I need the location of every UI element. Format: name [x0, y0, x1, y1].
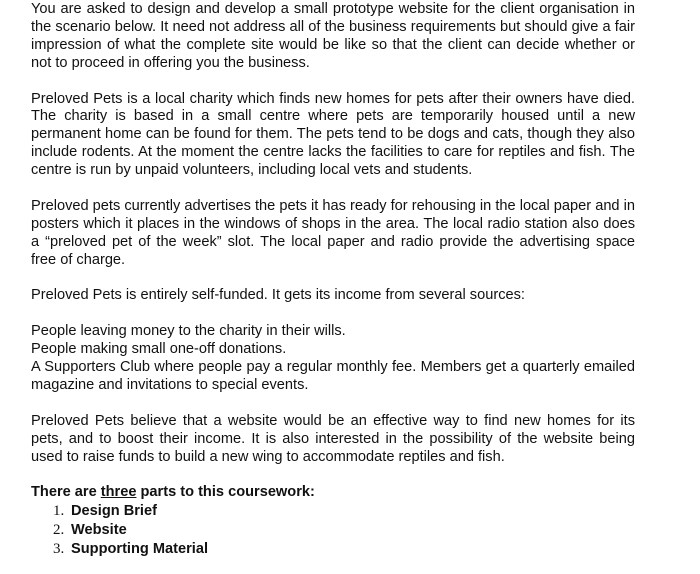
coursework-parts-list [31, 502, 635, 559]
advertising-paragraph: Preloved pets currently advertises the pets it has ready for rehousing in the local paper and in posters which it places in the windows of shops in the area. The local radio station also does a “preloved pet of the week” slot. The local paper and radio provide the advertising space free of charge. [31, 197, 635, 268]
parts-heading-after: parts to this coursework: [136, 484, 315, 501]
website-goal-paragraph: Preloved Pets believe that a website would be an effective way to find new homes for its pets, and to boost their income. It is also interested in the possibility of the website being used to raise funds to build a new wing to accommodate reptiles and fish. [31, 412, 635, 465]
part-label: Design Brief [71, 503, 157, 520]
income-sources-list [31, 323, 635, 395]
parts-heading [31, 484, 635, 502]
part-item-supporting-material [31, 540, 635, 559]
parts-heading-before: There are [31, 484, 101, 501]
part-item-design-brief [31, 502, 635, 521]
part-label: Supporting Material [71, 541, 209, 558]
part-number: 3. [53, 541, 65, 558]
income-source-item: People leaving money to the charity in their wills. [31, 323, 346, 340]
intro-paragraph: You are asked to design and develop a small prototype website for the client organisation in the scenario below. It need not address all of the business requirements but should give a fair impression of what the complete site would be like so that the client can decide whether or not to proceed in offering you the business. [31, 1, 635, 71]
part-label: Website [71, 522, 127, 539]
part-number: 2. [53, 522, 65, 539]
income-source-item: People making small one-off donations. [31, 341, 287, 358]
part-number: 1. [53, 503, 65, 520]
income-source-item: A Supporters Club where people pay a regular monthly fee. Members get a quarterly emailed magazine and invitations to special events. [31, 359, 635, 393]
part-item-website [31, 521, 635, 540]
funding-paragraph: Preloved Pets is entirely self-funded. It gets its income from several sources: [31, 287, 525, 304]
charity-description-paragraph: Preloved Pets is a local charity which finds new homes for pets after their owners have died. The charity is based in a small centre where pets are temporarily housed until a new permanent home can be found for them. The pets tend to be dogs and cats, though they also include rodents. At the moment the centre lacks the facilities to care for reptiles and fish. The centre is run by unpaid volunteers, including local vets and students. [31, 90, 635, 179]
coursework-document [31, 1, 635, 559]
parts-heading-underlined: three [100, 484, 137, 501]
